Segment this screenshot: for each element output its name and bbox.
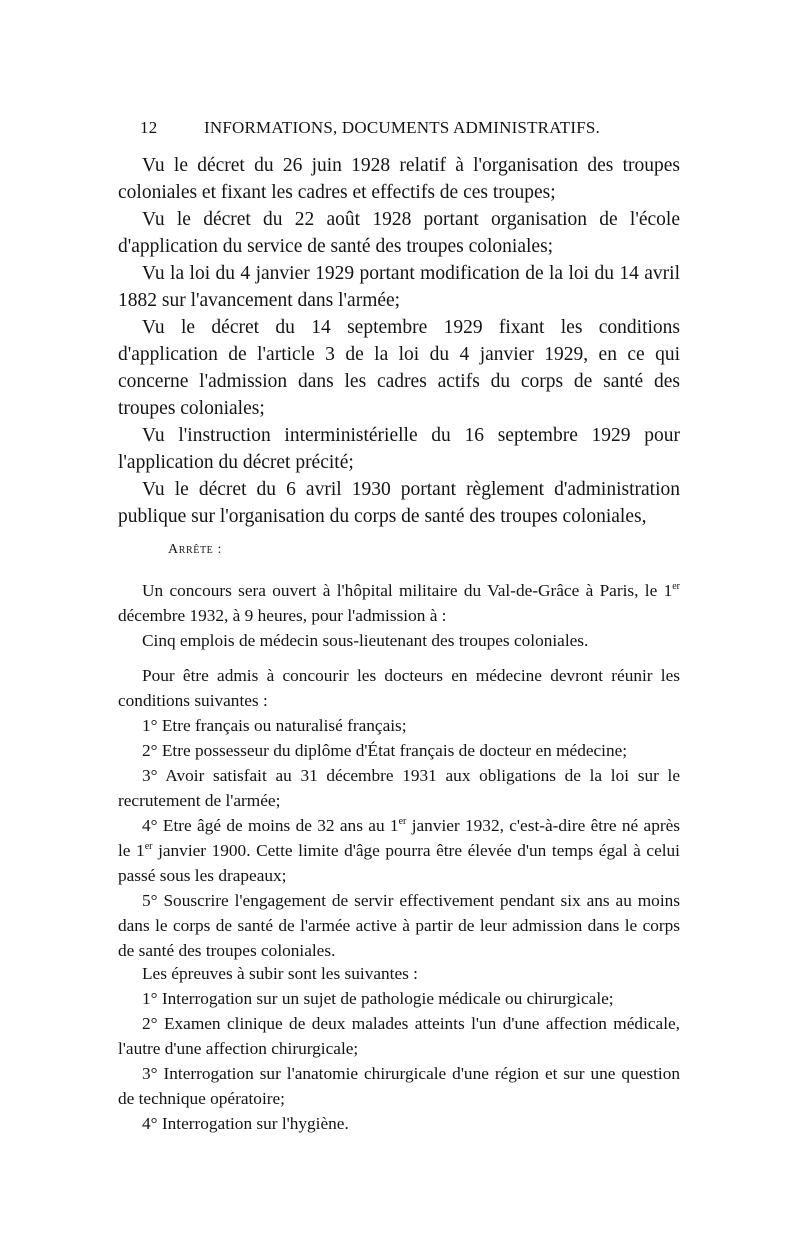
concours-intro <box>118 578 680 628</box>
condition-item: 3° Avoir satisfait au 31 décembre 1931 aux obligations de la loi sur le recrutement de l'armée; <box>118 766 680 810</box>
preamble-paragraph: Vu le décret du 14 septembre 1929 fixant les conditions d'application de l'article 3 de la loi du 4 janvier 1929, en ce qui concerne l'admission dans les cadres actifs du corps de santé des troupes coloniales; <box>118 317 680 419</box>
preamble-section <box>118 152 680 530</box>
superscript: er <box>144 841 153 853</box>
running-title: INFORMATIONS, DOCUMENTS ADMINISTRATIFS. <box>204 118 601 137</box>
epreuve-item: 3° Interrogation sur l'anatomie chirurgicale d'une région et sur une question de technique opératoire; <box>118 1064 680 1108</box>
condition-text: janvier 1900. Cette limite d'âge pourra être élevée d'un temps égal à celui passé sous les drapeaux; <box>118 841 680 885</box>
preamble-paragraph: Vu le décret du 26 juin 1928 relatif à l'organisation des troupes coloniales et fixant les cadres et effectifs de ces troupes; <box>118 155 680 203</box>
concours-intro-text: Un concours sera ouvert à l'hôpital militaire du Val-de-Grâce à Paris, le 1 <box>142 581 673 600</box>
concours-posts: Cinq emplois de médecin sous-lieutenant des troupes coloniales. <box>142 631 589 650</box>
epreuves-intro: Les épreuves à subir sont les suivantes : <box>142 964 418 983</box>
superscript: er <box>398 816 407 828</box>
preamble-paragraph: Vu l'instruction interministérielle du 16 septembre 1929 pour l'application du décret précité; <box>118 425 680 473</box>
condition-item <box>118 813 680 888</box>
conditions-intro: Pour être admis à concourir les docteurs en médecine devront réunir les conditions suivantes : <box>118 666 680 710</box>
epreuve-item: 1° Interrogation sur un sujet de pathologie médicale ou chirurgicale; <box>142 989 614 1008</box>
condition-item: 1° Etre français ou naturalisé français; <box>142 716 407 735</box>
page-header <box>140 118 680 142</box>
condition-text: janvier 1932, c'est-à-dire être né après le 1 <box>118 816 680 860</box>
preamble-paragraph: Vu la loi du 4 janvier 1929 portant modification de la loi du 14 avril 1882 sur l'avancement dans l'armée; <box>118 263 680 311</box>
preamble-paragraph: Vu le décret du 6 avril 1930 portant règlement d'administration publique sur l'organisation du corps de santé des troupes coloniales, <box>118 479 680 527</box>
epreuve-item: 2° Examen clinique de deux malades atteints l'un d'une affection médicale, l'autre d'une affection chirurgicale; <box>118 1014 680 1058</box>
concours-intro-text-end: décembre 1932, à 9 heures, pour l'admission à : <box>118 606 447 625</box>
arrete-heading: Arrête : <box>168 542 222 557</box>
preamble-paragraph: Vu le décret du 22 août 1928 portant organisation de l'école d'application du service de santé des troupes coloniales; <box>118 209 680 257</box>
condition-text: 4° Etre âgé de moins de 32 ans au 1 <box>142 816 399 835</box>
superscript: er <box>672 581 680 593</box>
page-number: 12 <box>140 118 158 137</box>
concours-section <box>118 578 680 963</box>
epreuve-item: 4° Interrogation sur l'hygiène. <box>142 1114 349 1133</box>
epreuves-section <box>118 961 680 1136</box>
condition-item: 5° Souscrire l'engagement de servir effectivement pendant six ans au moins dans le corps de santé de l'armée active à partir de leur admission dans le corps de santé des troupes coloniales. <box>118 891 680 960</box>
condition-item: 2° Etre possesseur du diplôme d'État français de docteur en médecine; <box>142 741 628 760</box>
